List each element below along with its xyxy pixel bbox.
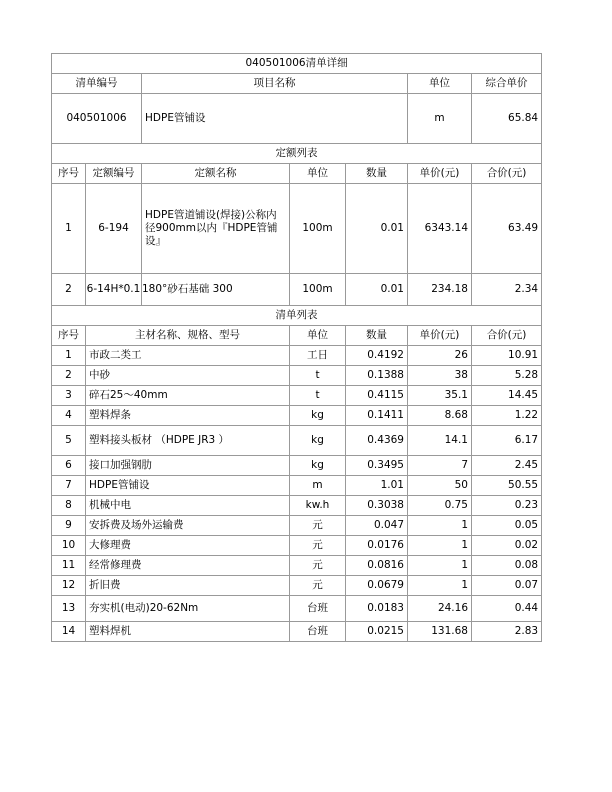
material-row: [52, 596, 542, 622]
material-unit: 工日: [290, 346, 346, 366]
material-qty: 1.01: [346, 476, 408, 496]
quota-price: 6343.14: [408, 184, 472, 274]
material-unit: 元: [290, 536, 346, 556]
material-unit: t: [290, 386, 346, 406]
quota-seq: 1: [52, 184, 86, 274]
material-price: 50: [408, 476, 472, 496]
material-unit: kg: [290, 456, 346, 476]
quota-qty: 0.01: [346, 184, 408, 274]
bill-header-row: [52, 74, 542, 94]
material-seq: 14: [52, 622, 86, 642]
quota-code: 6-14H*0.1: [86, 274, 142, 306]
quota-row: [52, 274, 542, 306]
material-name: 机械中电: [86, 496, 290, 516]
material-name: 折旧费: [86, 576, 290, 596]
material-seq: 6: [52, 456, 86, 476]
material-unit: t: [290, 366, 346, 386]
material-name: 中砂: [86, 366, 290, 386]
bill-unit-price-header: 综合单价: [472, 74, 542, 94]
material-total: 2.83: [472, 622, 542, 642]
material-qty-header: 数量: [346, 326, 408, 346]
material-qty: 0.4192: [346, 346, 408, 366]
material-total: 0.08: [472, 556, 542, 576]
title-row: [52, 54, 542, 74]
material-row: [52, 426, 542, 456]
material-price: 1: [408, 576, 472, 596]
material-price: 1: [408, 536, 472, 556]
material-total: 0.07: [472, 576, 542, 596]
quota-name: HDPE管道铺设(焊接)公称内径900mm以内『HDPE管铺设』: [142, 184, 290, 274]
quota-seq-header: 序号: [52, 164, 86, 184]
material-name: 大修理费: [86, 536, 290, 556]
quota-code-header: 定额编号: [86, 164, 142, 184]
material-row: [52, 576, 542, 596]
material-total: 0.44: [472, 596, 542, 622]
material-total-header: 合价(元): [472, 326, 542, 346]
material-qty: 0.0679: [346, 576, 408, 596]
quota-total-header: 合价(元): [472, 164, 542, 184]
material-qty: 0.1388: [346, 366, 408, 386]
material-price: 0.75: [408, 496, 472, 516]
material-seq: 7: [52, 476, 86, 496]
quota-unit: 100m: [290, 274, 346, 306]
quota-seq: 2: [52, 274, 86, 306]
quota-section-row: [52, 144, 542, 164]
material-qty: 0.4115: [346, 386, 408, 406]
material-price: 131.68: [408, 622, 472, 642]
material-row: [52, 476, 542, 496]
material-name: 安拆费及场外运输费: [86, 516, 290, 536]
material-name: 塑料焊机: [86, 622, 290, 642]
material-seq-header: 序号: [52, 326, 86, 346]
material-unit: kg: [290, 406, 346, 426]
quota-section-title: 定额列表: [52, 144, 542, 164]
material-row: [52, 556, 542, 576]
material-row: [52, 386, 542, 406]
material-name: 经常修理费: [86, 556, 290, 576]
material-unit: 元: [290, 576, 346, 596]
material-price: 7: [408, 456, 472, 476]
material-seq: 3: [52, 386, 86, 406]
material-price: 14.1: [408, 426, 472, 456]
material-name: 塑料接头板材 （HDPE JR3 ）: [86, 426, 290, 456]
quota-row: [52, 184, 542, 274]
material-unit: kw.h: [290, 496, 346, 516]
material-qty: 0.4369: [346, 426, 408, 456]
material-seq: 12: [52, 576, 86, 596]
material-total: 5.28: [472, 366, 542, 386]
material-total: 0.02: [472, 536, 542, 556]
quota-price: 234.18: [408, 274, 472, 306]
quota-unit-header: 单位: [290, 164, 346, 184]
material-row: [52, 622, 542, 642]
material-row: [52, 406, 542, 426]
quota-name-header: 定额名称: [142, 164, 290, 184]
material-seq: 2: [52, 366, 86, 386]
material-qty: 0.0816: [346, 556, 408, 576]
quota-qty: 0.01: [346, 274, 408, 306]
material-unit: 台班: [290, 596, 346, 622]
material-seq: 4: [52, 406, 86, 426]
bill-code: 040501006: [52, 94, 142, 144]
material-name: 接口加强钢肋: [86, 456, 290, 476]
bill-code-header: 清单编号: [52, 74, 142, 94]
material-name: 碎石25～40mm: [86, 386, 290, 406]
material-total: 0.23: [472, 496, 542, 516]
bill-detail-table: [51, 53, 542, 642]
material-section-row: [52, 306, 542, 326]
material-seq: 8: [52, 496, 86, 516]
page-title: 040501006清单详细: [52, 54, 542, 74]
quota-total: 63.49: [472, 184, 542, 274]
material-price: 38: [408, 366, 472, 386]
material-price: 26: [408, 346, 472, 366]
bill-name-header: 项目名称: [142, 74, 408, 94]
material-total: 6.17: [472, 426, 542, 456]
quota-unit: 100m: [290, 184, 346, 274]
material-name: 夯实机(电动)20-62Nm: [86, 596, 290, 622]
material-unit: 元: [290, 516, 346, 536]
material-qty: 0.3038: [346, 496, 408, 516]
quota-price-header: 单价(元): [408, 164, 472, 184]
material-header-row: [52, 326, 542, 346]
material-total: 0.05: [472, 516, 542, 536]
material-row: [52, 366, 542, 386]
material-name: 塑料焊条: [86, 406, 290, 426]
material-name: HDPE管铺设: [86, 476, 290, 496]
material-unit: 台班: [290, 622, 346, 642]
material-seq: 1: [52, 346, 86, 366]
material-unit: m: [290, 476, 346, 496]
material-unit-header: 单位: [290, 326, 346, 346]
quota-name: 180°砂石基础 300: [142, 274, 290, 306]
material-unit: kg: [290, 426, 346, 456]
material-name-header: 主材名称、规格、型号: [86, 326, 290, 346]
material-name: 市政二类工: [86, 346, 290, 366]
bill-unit: m: [408, 94, 472, 144]
material-seq: 9: [52, 516, 86, 536]
material-price: 35.1: [408, 386, 472, 406]
material-qty: 0.1411: [346, 406, 408, 426]
material-seq: 11: [52, 556, 86, 576]
material-row: [52, 496, 542, 516]
bill-name: HDPE管铺设: [142, 94, 408, 144]
material-qty: 0.3495: [346, 456, 408, 476]
material-price: 8.68: [408, 406, 472, 426]
material-total: 14.45: [472, 386, 542, 406]
bill-item-row: [52, 94, 542, 144]
material-price-header: 单价(元): [408, 326, 472, 346]
material-row: [52, 516, 542, 536]
material-seq: 5: [52, 426, 86, 456]
material-total: 10.91: [472, 346, 542, 366]
material-seq: 10: [52, 536, 86, 556]
material-price: 1: [408, 556, 472, 576]
material-section-title: 清单列表: [52, 306, 542, 326]
material-seq: 13: [52, 596, 86, 622]
material-total: 1.22: [472, 406, 542, 426]
material-qty: 0.0183: [346, 596, 408, 622]
material-row: [52, 536, 542, 556]
material-row: [52, 456, 542, 476]
bill-unit-price: 65.84: [472, 94, 542, 144]
quota-qty-header: 数量: [346, 164, 408, 184]
material-qty: 0.047: [346, 516, 408, 536]
material-qty: 0.0176: [346, 536, 408, 556]
material-total: 2.45: [472, 456, 542, 476]
material-price: 24.16: [408, 596, 472, 622]
bill-unit-header: 单位: [408, 74, 472, 94]
material-price: 1: [408, 516, 472, 536]
quota-header-row: [52, 164, 542, 184]
material-total: 50.55: [472, 476, 542, 496]
quota-total: 2.34: [472, 274, 542, 306]
material-unit: 元: [290, 556, 346, 576]
material-qty: 0.0215: [346, 622, 408, 642]
quota-code: 6-194: [86, 184, 142, 274]
material-row: [52, 346, 542, 366]
